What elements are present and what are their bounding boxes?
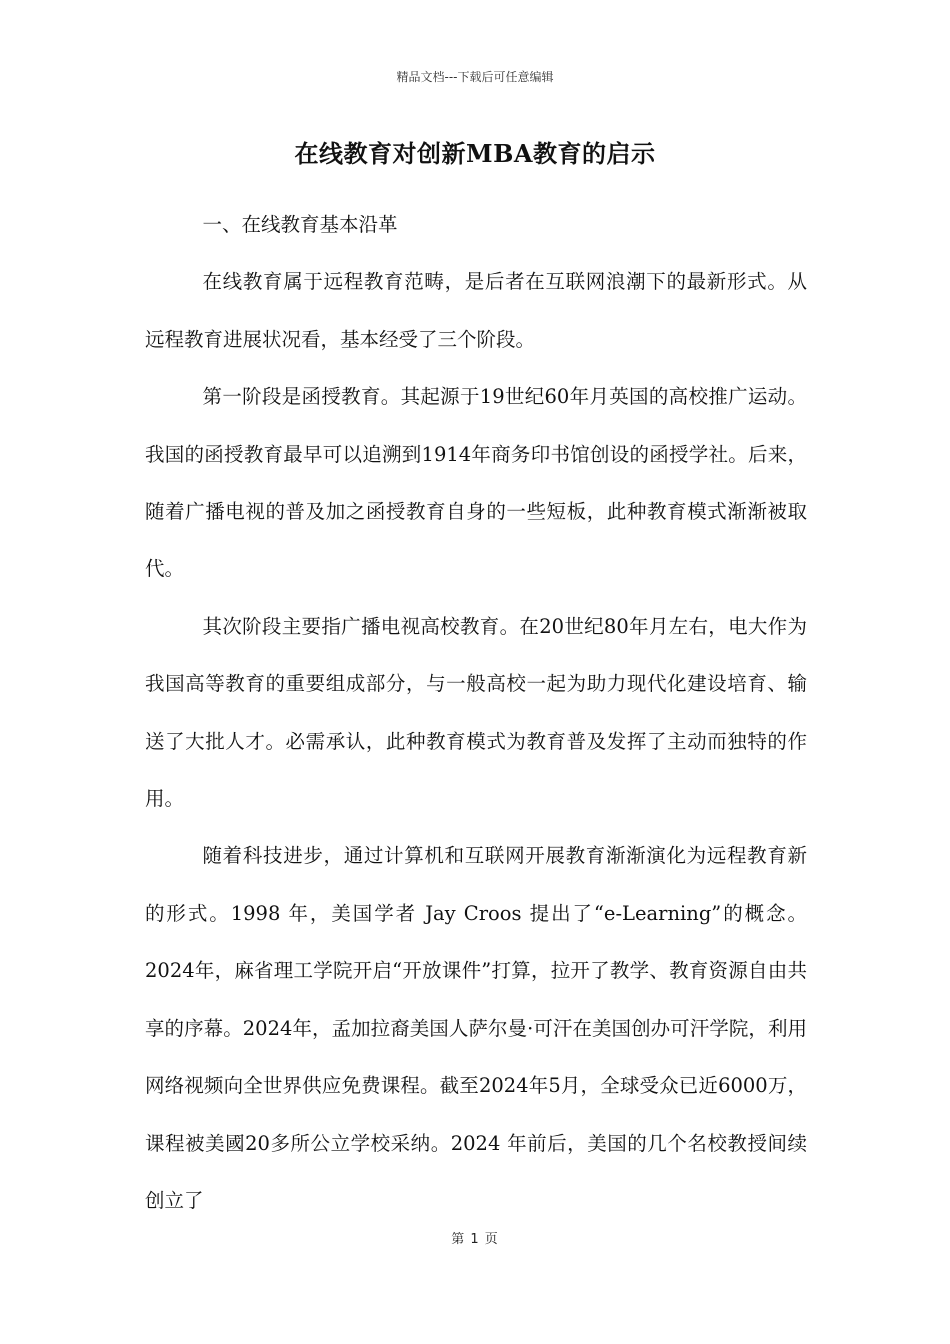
page-number: 第 1 页 [451,1232,499,1247]
document-body [145,196,807,1229]
paragraph: 第一阶段是函授教育。其起源于19世纪60年月英国的高校推广运动。我国的函授教育最早可以追溯到1914年商务印书馆创设的函授学社。后来，随着广播电视的普及加之函授教育自身的一些短板，此种教育模式渐渐被取代。 [145,385,807,581]
paragraph: 其次阶段主要指广播电视高校教育。在20世纪80年月左右，电大作为我国高等教育的重要组成部分，与一般高校一起为助力现代化建设培育、输送了大批人才。必需承认，此种教育模式为教育普及发挥了主动而独特的作用。 [145,614,807,811]
paragraph: 随着科技进步，通过计算机和互联网开展教育渐渐演化为远程教育新的形式。1998 年，美国学者 Jay Croos 提出了“e-Learning”的概念。2024年，麻省理工学院开启“开放课件”打算，拉开了教学、教育资源自由共享的序幕。2024年，孟加拉裔美国人萨尔曼·可汗在美国创办可汗学院，利用网络视频向全世界供应免费课程。截至2024年5月，全球受众已近6000万，课程被美國20多所公立学校采纳。2024 年前后，美国的几个名校教授间续创立了 [145,844,807,1212]
page-header: 精品文档---下载后可任意编辑 [396,70,554,84]
section-heading: 一、在线教育基本沿革 [202,213,398,236]
document-title: 在线教育对创新MBA教育的启示 [294,139,656,168]
paragraph: 在线教育属于远程教育范畴，是后者在互联网浪潮下的最新形式。从远程教育进展状况看，基本经受了三个阶段。 [145,270,807,351]
